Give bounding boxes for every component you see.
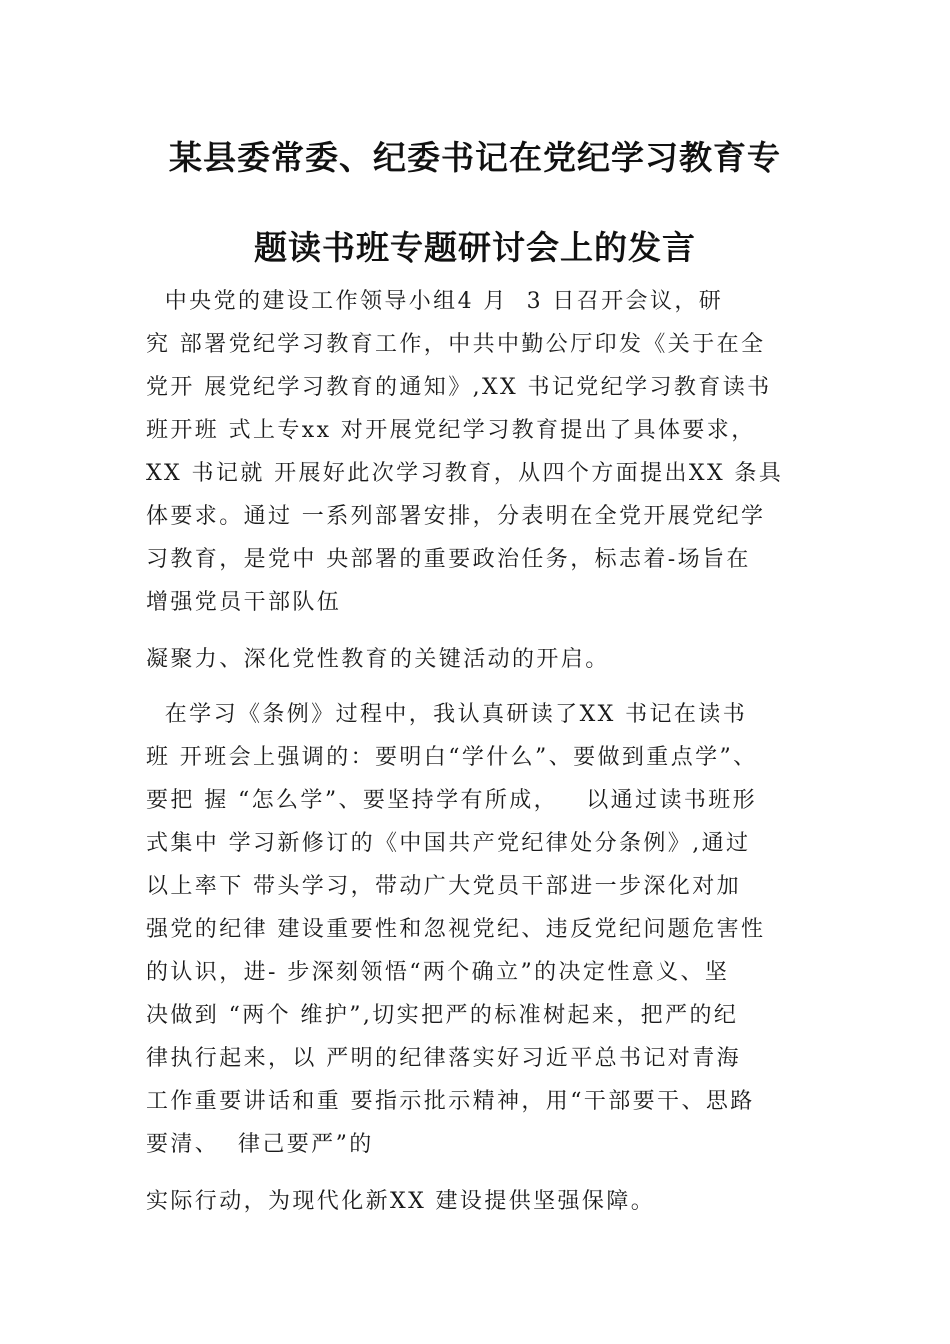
paragraph-2-tail: 实际行动，为现代化新XX 建设提供坚强保障。: [146, 1189, 656, 1214]
paragraph-2-line: 工作重要讲话和重 要指示批示精神，用“干部要干、思路: [146, 1089, 755, 1114]
paragraph-2-line: 律执行起来，以 严明的纪律落实好习近平总书记对青海: [146, 1046, 741, 1071]
paragraph-1-line: 习教育，是党中 央部署的重要政治任务，标志着-场旨在: [146, 547, 751, 572]
paragraph-2-line: 在学习《条例》过程中，我认真研读了XX 书记在读书: [146, 702, 748, 727]
paragraph-2-line: 强党的纪律 建设重要性和忽视党纪、违反党纪问题危害性: [146, 917, 766, 942]
paragraph-1-line: 党开 展党纪学习教育的通知》,XX 书记党纪学习教育读书: [146, 375, 772, 400]
paragraph-2-line: 决做到 “两个 维护”,切实把严的标准树起来，把严的纪: [146, 1003, 739, 1028]
paragraph-1-line: XX 书记就 开展好此次学习教育，从四个方面提出XX 条具: [146, 461, 784, 486]
paragraph-1-line: 增强党员干部队伍: [146, 590, 342, 615]
paragraph-2-line: 要把 握 “怎么学”、要坚持学有所成， 以通过读书班形: [146, 788, 758, 813]
document-title-line-2: 题读书班专题研讨会上的发言: [254, 228, 696, 267]
paragraph-2-line: 式集中 学习新修订的《中国共产党纪律处分条例》,通过: [146, 831, 751, 856]
paragraph-1-line: 中央党的建设工作领导小组4 月 3 日召开会议，研: [146, 289, 724, 314]
paragraph-1-line: 班开班 式上专xx 对开展党纪学习教育提出了具体要求，: [146, 418, 756, 443]
paragraph-1-tail: 凝聚力、深化党性教育的关键活动的开启。: [146, 647, 610, 672]
paragraph-2-line: 要清、 律己要严”的: [146, 1132, 374, 1157]
document-title-line-1: 某县委常委、纪委书记在党纪学习教育专: [169, 138, 781, 177]
paragraph-2-line: 班 开班会上强调的：要明白“学什么”、要做到重点学”、: [146, 745, 758, 770]
paragraph-2-line: 的认识，进- 步深刻领悟“两个确立”的决定性意义、坚: [146, 960, 730, 985]
paragraph-1-line: 究 部署党纪学习教育工作，中共中勤公厅印发《关于在全: [146, 332, 766, 357]
paragraph-2-line: 以上率下 带头学习，带动广大党员干部进一步深化对加: [146, 874, 741, 899]
paragraph-1-line: 体要求。通过 一系列部署安排，分表明在全党开展党纪学: [146, 504, 766, 529]
